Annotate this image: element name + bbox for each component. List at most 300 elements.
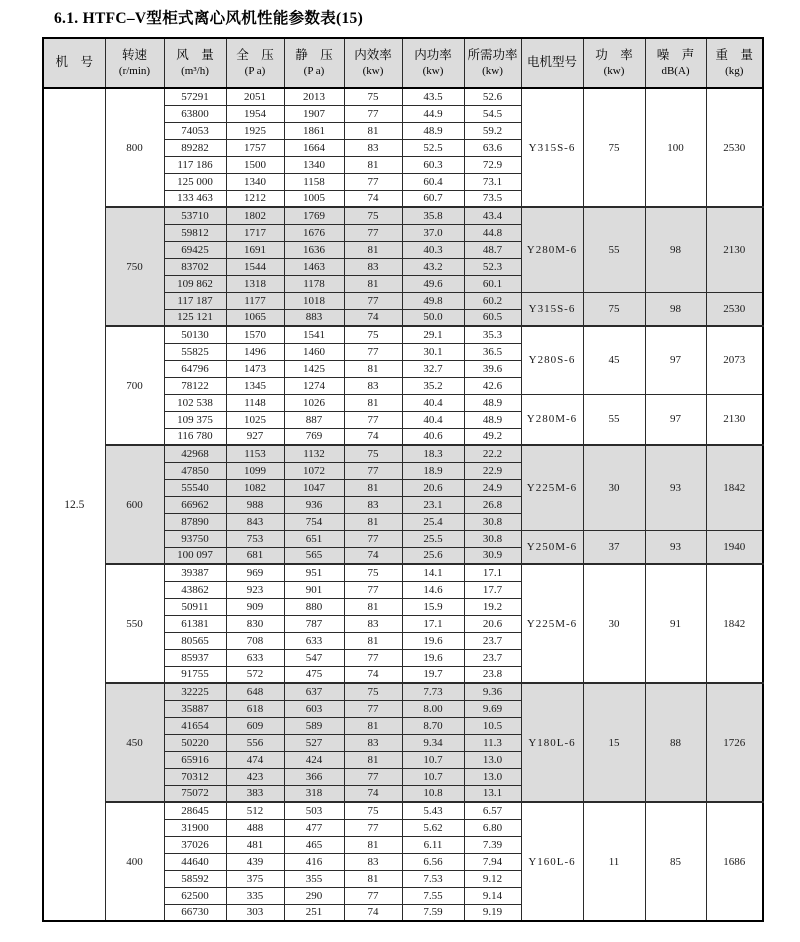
- table-body: [43, 88, 763, 921]
- internal-power-cell: 40.4: [402, 394, 464, 411]
- required-power-cell: 13.1: [464, 785, 521, 802]
- internal-power-cell: 9.34: [402, 734, 464, 751]
- static-pressure-cell: 769: [284, 428, 344, 445]
- efficiency-cell: 83: [344, 615, 402, 632]
- total-pressure-cell: 375: [226, 870, 284, 887]
- internal-power-cell: 60.3: [402, 156, 464, 173]
- total-pressure-cell: 648: [226, 683, 284, 700]
- efficiency-cell: 81: [344, 275, 402, 292]
- internal-power-cell: 35.8: [402, 207, 464, 224]
- internal-power-cell: 49.8: [402, 292, 464, 309]
- airflow-cell: 66962: [164, 496, 226, 513]
- required-power-cell: 48.9: [464, 411, 521, 428]
- efficiency-cell: 75: [344, 326, 402, 343]
- noise-cell: 100: [645, 88, 706, 207]
- required-power-cell: 7.94: [464, 853, 521, 870]
- airflow-cell: 57291: [164, 88, 226, 105]
- weight-cell: 2530: [706, 88, 763, 207]
- required-power-cell: 43.4: [464, 207, 521, 224]
- total-pressure-cell: 923: [226, 581, 284, 598]
- table-row: [43, 88, 763, 105]
- column-header-total-pressure: [226, 38, 284, 88]
- efficiency-cell: 74: [344, 428, 402, 445]
- static-pressure-cell: 1072: [284, 462, 344, 479]
- weight-cell: 2130: [706, 207, 763, 292]
- motor-model-cell: Y250M-6: [521, 530, 583, 564]
- static-pressure-cell: 527: [284, 734, 344, 751]
- column-header-unit: (kg): [725, 64, 744, 77]
- efficiency-cell: 74: [344, 904, 402, 921]
- static-pressure-cell: 1026: [284, 394, 344, 411]
- column-header-speed: [105, 38, 164, 88]
- total-pressure-cell: 1177: [226, 292, 284, 309]
- required-power-cell: 54.5: [464, 105, 521, 122]
- internal-power-cell: 25.4: [402, 513, 464, 530]
- static-pressure-cell: 503: [284, 802, 344, 819]
- internal-power-cell: 32.7: [402, 360, 464, 377]
- required-power-cell: 17.1: [464, 564, 521, 581]
- internal-power-cell: 60.7: [402, 190, 464, 207]
- efficiency-cell: 74: [344, 547, 402, 564]
- required-power-cell: 48.7: [464, 241, 521, 258]
- required-power-cell: 42.6: [464, 377, 521, 394]
- airflow-cell: 64796: [164, 360, 226, 377]
- static-pressure-cell: 251: [284, 904, 344, 921]
- required-power-cell: 30.8: [464, 513, 521, 530]
- efficiency-cell: 83: [344, 258, 402, 275]
- internal-power-cell: 19.7: [402, 666, 464, 683]
- required-power-cell: 22.2: [464, 445, 521, 462]
- internal-power-cell: 10.8: [402, 785, 464, 802]
- column-header-unit: (kw): [482, 64, 503, 77]
- static-pressure-cell: 1676: [284, 224, 344, 241]
- total-pressure-cell: 1148: [226, 394, 284, 411]
- airflow-cell: 87890: [164, 513, 226, 530]
- required-power-cell: 30.9: [464, 547, 521, 564]
- required-power-cell: 36.5: [464, 343, 521, 360]
- efficiency-cell: 74: [344, 309, 402, 326]
- column-header-label: 内效率: [354, 48, 392, 63]
- required-power-cell: 23.7: [464, 649, 521, 666]
- header-row: [43, 38, 763, 88]
- weight-cell: 2073: [706, 326, 763, 394]
- static-pressure-cell: 1132: [284, 445, 344, 462]
- total-pressure-cell: 927: [226, 428, 284, 445]
- required-power-cell: 10.5: [464, 717, 521, 734]
- static-pressure-cell: 475: [284, 666, 344, 683]
- airflow-cell: 59812: [164, 224, 226, 241]
- total-pressure-cell: 423: [226, 768, 284, 785]
- required-power-cell: 35.3: [464, 326, 521, 343]
- total-pressure-cell: 609: [226, 717, 284, 734]
- static-pressure-cell: 290: [284, 887, 344, 904]
- efficiency-cell: 77: [344, 462, 402, 479]
- motor-power-cell: 75: [583, 88, 645, 207]
- internal-power-cell: 25.5: [402, 530, 464, 547]
- required-power-cell: 26.8: [464, 496, 521, 513]
- table-row: [43, 802, 763, 819]
- internal-power-cell: 48.9: [402, 122, 464, 139]
- airflow-cell: 50911: [164, 598, 226, 615]
- internal-power-cell: 44.9: [402, 105, 464, 122]
- efficiency-cell: 81: [344, 479, 402, 496]
- internal-power-cell: 15.9: [402, 598, 464, 615]
- airflow-cell: 69425: [164, 241, 226, 258]
- motor-power-cell: 45: [583, 326, 645, 394]
- airflow-cell: 116 780: [164, 428, 226, 445]
- efficiency-cell: 81: [344, 513, 402, 530]
- airflow-cell: 65916: [164, 751, 226, 768]
- total-pressure-cell: 1496: [226, 343, 284, 360]
- column-header-unit: (r/min): [118, 64, 151, 77]
- motor-power-cell: 30: [583, 445, 645, 530]
- airflow-cell: 42968: [164, 445, 226, 462]
- static-pressure-cell: 589: [284, 717, 344, 734]
- required-power-cell: 7.39: [464, 836, 521, 853]
- airflow-cell: 80565: [164, 632, 226, 649]
- efficiency-cell: 74: [344, 666, 402, 683]
- internal-power-cell: 37.0: [402, 224, 464, 241]
- noise-cell: 97: [645, 326, 706, 394]
- internal-power-cell: 52.5: [402, 139, 464, 156]
- airflow-cell: 35887: [164, 700, 226, 717]
- static-pressure-cell: 1047: [284, 479, 344, 496]
- total-pressure-cell: 843: [226, 513, 284, 530]
- column-header-machine-no: [43, 38, 105, 88]
- internal-power-cell: 5.43: [402, 802, 464, 819]
- required-power-cell: 13.0: [464, 751, 521, 768]
- internal-power-cell: 7.55: [402, 887, 464, 904]
- required-power-cell: 20.6: [464, 615, 521, 632]
- required-power-cell: 9.36: [464, 683, 521, 700]
- table-row: [43, 326, 763, 343]
- total-pressure-cell: 1025: [226, 411, 284, 428]
- efficiency-cell: 81: [344, 122, 402, 139]
- column-header-airflow: [164, 38, 226, 88]
- total-pressure-cell: 708: [226, 632, 284, 649]
- internal-power-cell: 7.73: [402, 683, 464, 700]
- motor-model-cell: Y280M-6: [521, 207, 583, 292]
- static-pressure-cell: 883: [284, 309, 344, 326]
- static-pressure-cell: 1861: [284, 122, 344, 139]
- required-power-cell: 19.2: [464, 598, 521, 615]
- airflow-cell: 44640: [164, 853, 226, 870]
- required-power-cell: 17.7: [464, 581, 521, 598]
- airflow-cell: 117 186: [164, 156, 226, 173]
- efficiency-cell: 81: [344, 751, 402, 768]
- column-header-noise: [645, 38, 706, 88]
- required-power-cell: 39.6: [464, 360, 521, 377]
- efficiency-cell: 75: [344, 683, 402, 700]
- internal-power-cell: 20.6: [402, 479, 464, 496]
- internal-power-cell: 50.0: [402, 309, 464, 326]
- internal-power-cell: 18.3: [402, 445, 464, 462]
- internal-power-cell: 19.6: [402, 632, 464, 649]
- static-pressure-cell: 633: [284, 632, 344, 649]
- required-power-cell: 23.8: [464, 666, 521, 683]
- speed-cell: 600: [105, 445, 164, 564]
- total-pressure-cell: 1570: [226, 326, 284, 343]
- airflow-cell: 91755: [164, 666, 226, 683]
- required-power-cell: 73.5: [464, 190, 521, 207]
- total-pressure-cell: 1082: [226, 479, 284, 496]
- page-title: 6.1. HTFC–V型柜式离心风机性能参数表(15): [54, 10, 364, 27]
- speed-cell: 550: [105, 564, 164, 683]
- efficiency-cell: 81: [344, 717, 402, 734]
- efficiency-cell: 81: [344, 156, 402, 173]
- table-row: [43, 683, 763, 700]
- speed-cell: 800: [105, 88, 164, 207]
- airflow-cell: 117 187: [164, 292, 226, 309]
- static-pressure-cell: 547: [284, 649, 344, 666]
- static-pressure-cell: 637: [284, 683, 344, 700]
- internal-power-cell: 43.5: [402, 88, 464, 105]
- static-pressure-cell: 1158: [284, 173, 344, 190]
- motor-model-cell: Y160L-6: [521, 802, 583, 921]
- static-pressure-cell: 754: [284, 513, 344, 530]
- internal-power-cell: 6.56: [402, 853, 464, 870]
- airflow-cell: 66730: [164, 904, 226, 921]
- airflow-cell: 109 375: [164, 411, 226, 428]
- total-pressure-cell: 1954: [226, 105, 284, 122]
- total-pressure-cell: 681: [226, 547, 284, 564]
- weight-cell: 2530: [706, 292, 763, 326]
- weight-cell: 2130: [706, 394, 763, 445]
- static-pressure-cell: 787: [284, 615, 344, 632]
- column-header-label: 电机型号: [526, 55, 577, 70]
- static-pressure-cell: 1460: [284, 343, 344, 360]
- column-header-unit: (kw): [362, 64, 384, 77]
- motor-model-cell: Y280S-6: [521, 326, 583, 394]
- required-power-cell: 60.5: [464, 309, 521, 326]
- total-pressure-cell: 1340: [226, 173, 284, 190]
- internal-power-cell: 8.00: [402, 700, 464, 717]
- airflow-cell: 39387: [164, 564, 226, 581]
- total-pressure-cell: 1212: [226, 190, 284, 207]
- column-header-required-power: [464, 38, 521, 88]
- required-power-cell: 44.8: [464, 224, 521, 241]
- efficiency-cell: 77: [344, 292, 402, 309]
- motor-model-cell: Y225M-6: [521, 564, 583, 683]
- static-pressure-cell: 1340: [284, 156, 344, 173]
- efficiency-cell: 83: [344, 496, 402, 513]
- internal-power-cell: 49.6: [402, 275, 464, 292]
- column-header-label: 静 压: [295, 48, 333, 63]
- efficiency-cell: 77: [344, 700, 402, 717]
- total-pressure-cell: 1802: [226, 207, 284, 224]
- static-pressure-cell: 2013: [284, 88, 344, 105]
- column-header-label: 所需功率: [467, 48, 518, 63]
- speed-cell: 750: [105, 207, 164, 326]
- internal-power-cell: 19.6: [402, 649, 464, 666]
- static-pressure-cell: 1769: [284, 207, 344, 224]
- noise-cell: 91: [645, 564, 706, 683]
- static-pressure-cell: 887: [284, 411, 344, 428]
- airflow-cell: 75072: [164, 785, 226, 802]
- total-pressure-cell: 488: [226, 819, 284, 836]
- efficiency-cell: 83: [344, 853, 402, 870]
- efficiency-cell: 77: [344, 819, 402, 836]
- column-header-label: 风 量: [176, 48, 214, 63]
- weight-cell: 1686: [706, 802, 763, 921]
- efficiency-cell: 77: [344, 887, 402, 904]
- airflow-cell: 61381: [164, 615, 226, 632]
- total-pressure-cell: 1757: [226, 139, 284, 156]
- internal-power-cell: 14.1: [402, 564, 464, 581]
- airflow-cell: 133 463: [164, 190, 226, 207]
- column-header-label: 全 压: [236, 48, 274, 63]
- column-header-motor-power: [583, 38, 645, 88]
- required-power-cell: 6.57: [464, 802, 521, 819]
- static-pressure-cell: 1425: [284, 360, 344, 377]
- column-header-unit: dB(A): [661, 64, 690, 77]
- required-power-cell: 22.9: [464, 462, 521, 479]
- internal-power-cell: 40.4: [402, 411, 464, 428]
- airflow-cell: 50220: [164, 734, 226, 751]
- airflow-cell: 109 862: [164, 275, 226, 292]
- static-pressure-cell: 565: [284, 547, 344, 564]
- static-pressure-cell: 951: [284, 564, 344, 581]
- required-power-cell: 52.3: [464, 258, 521, 275]
- fan-spec-table: [42, 37, 764, 922]
- motor-power-cell: 30: [583, 564, 645, 683]
- efficiency-cell: 77: [344, 411, 402, 428]
- static-pressure-cell: 424: [284, 751, 344, 768]
- efficiency-cell: 83: [344, 734, 402, 751]
- efficiency-cell: 75: [344, 802, 402, 819]
- efficiency-cell: 81: [344, 394, 402, 411]
- airflow-cell: 78122: [164, 377, 226, 394]
- total-pressure-cell: 1691: [226, 241, 284, 258]
- static-pressure-cell: 477: [284, 819, 344, 836]
- airflow-cell: 93750: [164, 530, 226, 547]
- total-pressure-cell: 830: [226, 615, 284, 632]
- static-pressure-cell: 1907: [284, 105, 344, 122]
- speed-cell: 700: [105, 326, 164, 445]
- required-power-cell: 6.80: [464, 819, 521, 836]
- airflow-cell: 31900: [164, 819, 226, 836]
- required-power-cell: 49.2: [464, 428, 521, 445]
- internal-power-cell: 60.4: [402, 173, 464, 190]
- airflow-cell: 89282: [164, 139, 226, 156]
- total-pressure-cell: 439: [226, 853, 284, 870]
- total-pressure-cell: 303: [226, 904, 284, 921]
- efficiency-cell: 83: [344, 139, 402, 156]
- noise-cell: 93: [645, 530, 706, 564]
- noise-cell: 97: [645, 394, 706, 445]
- machine-no-cell: 12.5: [43, 88, 105, 921]
- total-pressure-cell: 556: [226, 734, 284, 751]
- required-power-cell: 73.1: [464, 173, 521, 190]
- airflow-cell: 55825: [164, 343, 226, 360]
- efficiency-cell: 81: [344, 241, 402, 258]
- total-pressure-cell: 481: [226, 836, 284, 853]
- noise-cell: 88: [645, 683, 706, 802]
- airflow-cell: 125 000: [164, 173, 226, 190]
- weight-cell: 1940: [706, 530, 763, 564]
- required-power-cell: 48.9: [464, 394, 521, 411]
- total-pressure-cell: 1099: [226, 462, 284, 479]
- efficiency-cell: 75: [344, 88, 402, 105]
- noise-cell: 98: [645, 207, 706, 292]
- total-pressure-cell: 1345: [226, 377, 284, 394]
- internal-power-cell: 23.1: [402, 496, 464, 513]
- table-row: [43, 207, 763, 224]
- required-power-cell: 72.9: [464, 156, 521, 173]
- airflow-cell: 70312: [164, 768, 226, 785]
- total-pressure-cell: 633: [226, 649, 284, 666]
- internal-power-cell: 14.6: [402, 581, 464, 598]
- static-pressure-cell: 1274: [284, 377, 344, 394]
- static-pressure-cell: 1463: [284, 258, 344, 275]
- motor-power-cell: 55: [583, 207, 645, 292]
- efficiency-cell: 83: [344, 377, 402, 394]
- column-header-static-pressure: [284, 38, 344, 88]
- total-pressure-cell: 1925: [226, 122, 284, 139]
- internal-power-cell: 35.2: [402, 377, 464, 394]
- total-pressure-cell: 2051: [226, 88, 284, 105]
- efficiency-cell: 77: [344, 105, 402, 122]
- static-pressure-cell: 603: [284, 700, 344, 717]
- required-power-cell: 60.1: [464, 275, 521, 292]
- column-header-label: 功 率: [595, 48, 633, 63]
- column-header-label: 内功率: [414, 48, 452, 63]
- column-header-motor-model: [521, 38, 583, 88]
- motor-model-cell: Y315S-6: [521, 292, 583, 326]
- noise-cell: 85: [645, 802, 706, 921]
- column-header-unit: (P a): [244, 64, 266, 77]
- efficiency-cell: 77: [344, 768, 402, 785]
- total-pressure-cell: 1153: [226, 445, 284, 462]
- static-pressure-cell: 1664: [284, 139, 344, 156]
- internal-power-cell: 5.62: [402, 819, 464, 836]
- efficiency-cell: 77: [344, 343, 402, 360]
- internal-power-cell: 10.7: [402, 768, 464, 785]
- internal-power-cell: 8.70: [402, 717, 464, 734]
- efficiency-cell: 75: [344, 445, 402, 462]
- airflow-cell: 125 121: [164, 309, 226, 326]
- required-power-cell: 60.2: [464, 292, 521, 309]
- internal-power-cell: 10.7: [402, 751, 464, 768]
- total-pressure-cell: 1065: [226, 309, 284, 326]
- static-pressure-cell: 651: [284, 530, 344, 547]
- internal-power-cell: 7.59: [402, 904, 464, 921]
- efficiency-cell: 81: [344, 360, 402, 377]
- efficiency-cell: 74: [344, 785, 402, 802]
- internal-power-cell: 25.6: [402, 547, 464, 564]
- noise-cell: 93: [645, 445, 706, 530]
- airflow-cell: 58592: [164, 870, 226, 887]
- column-header-unit: (kw): [422, 64, 444, 77]
- motor-model-cell: Y180L-6: [521, 683, 583, 802]
- required-power-cell: 23.7: [464, 632, 521, 649]
- airflow-cell: 55540: [164, 479, 226, 496]
- efficiency-cell: 81: [344, 598, 402, 615]
- internal-power-cell: 17.1: [402, 615, 464, 632]
- efficiency-cell: 77: [344, 224, 402, 241]
- efficiency-cell: 81: [344, 870, 402, 887]
- static-pressure-cell: 355: [284, 870, 344, 887]
- total-pressure-cell: 1544: [226, 258, 284, 275]
- total-pressure-cell: 969: [226, 564, 284, 581]
- total-pressure-cell: 618: [226, 700, 284, 717]
- table-header: [43, 38, 763, 88]
- airflow-cell: 50130: [164, 326, 226, 343]
- motor-model-cell: Y280M-6: [521, 394, 583, 445]
- total-pressure-cell: 474: [226, 751, 284, 768]
- column-header-label: 转速: [121, 48, 147, 63]
- internal-power-cell: 40.6: [402, 428, 464, 445]
